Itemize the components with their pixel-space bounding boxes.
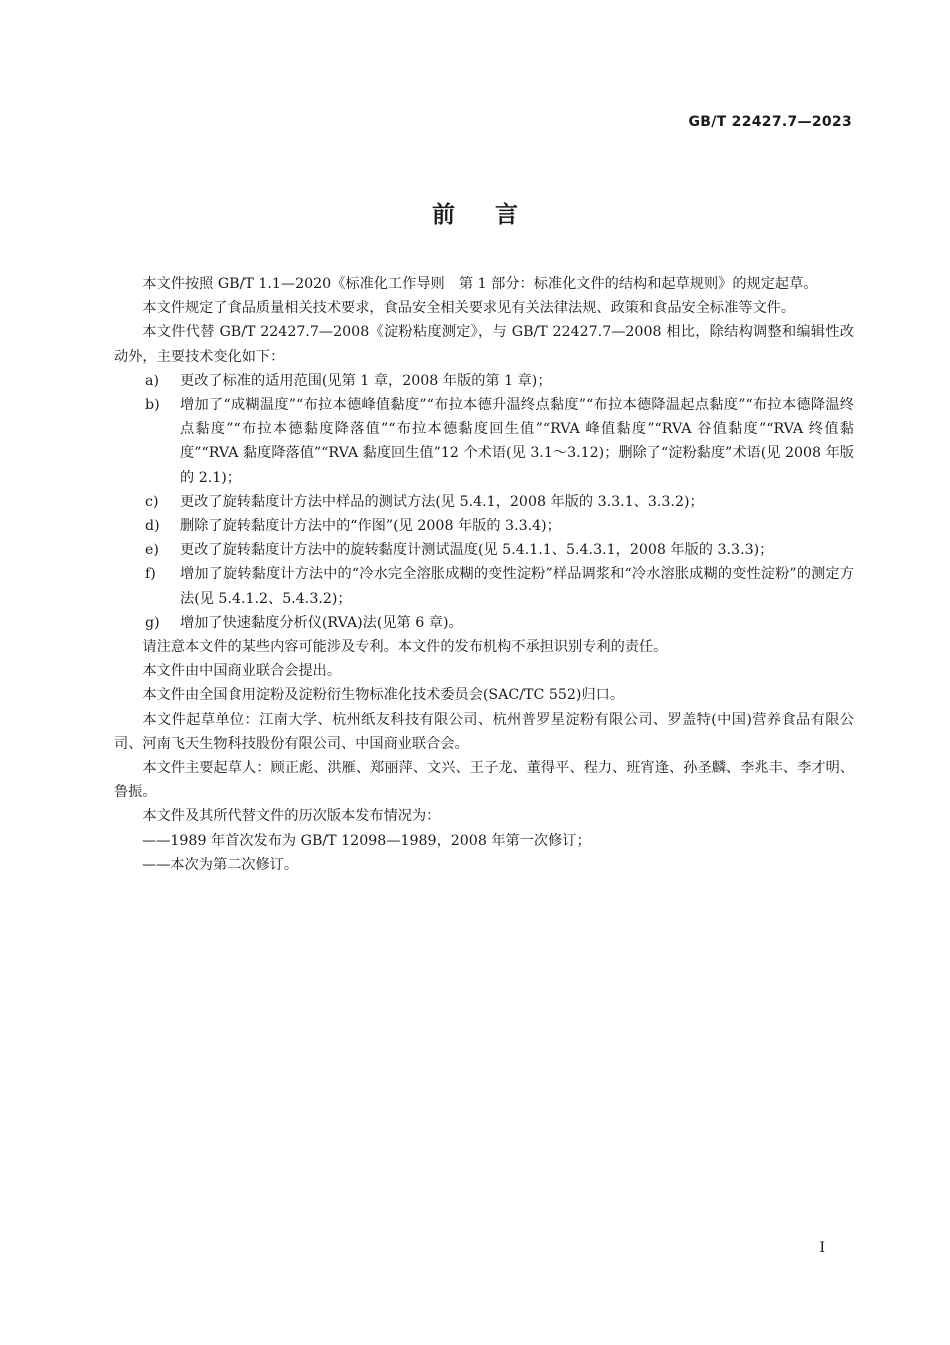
change-item-mark: d) — [145, 518, 160, 535]
change-item-c — [114, 490, 854, 514]
change-item-text: 更改了标准的适用范围(见第 1 章，2008 年版的第 1 章)； — [180, 372, 552, 389]
paragraph-patent-notice: 请注意本文件的某些内容可能涉及专利。本文件的发布机构不承担识别专利的责任。 — [142, 639, 668, 656]
change-item-g — [114, 611, 854, 635]
change-item-text: 增加了“成糊温度”“布拉本德峰值黏度”“布拉本德升温终点黏度”“布拉本德降温起点黏度”“布拉本德降温终点黏度”“布拉本德黏度降落值”“布拉本德黏度回生值”“RVA 峰值黏度”“RVA 谷值黏度”“RVA 终值黏度”“RVA 黏度降落值”“RVA 黏度回生值”12 个术语(见 3.1～3.12)；删除了“淀粉黏度”术语(见 2008 年版的 2.1)； — [180, 397, 854, 486]
paragraph-drafters: 本文件主要起草人：顾正彪、洪雁、郑丽萍、文兴、王子龙、董得平、程力、班宵逢、孙圣麟、李兆丰、李才明、鲁振。 — [114, 760, 854, 801]
change-item-mark: c) — [145, 493, 159, 510]
change-item-text: 更改了旋转黏度计方法中样品的测试方法(见 5.4.1，2008 年版的 3.3.1、3.3.2)； — [180, 493, 704, 510]
page-title: 前言 — [432, 202, 558, 228]
page-number: I — [819, 1240, 825, 1256]
history-item-second: ——本次为第二次修订。 — [142, 856, 299, 873]
change-item-e — [114, 538, 854, 562]
paragraph-drafting-units: 本文件起草单位：江南大学、杭州纸友科技有限公司、杭州普罗星淀粉有限公司、罗盖特(中国)营养食品有限公司、河南飞天生物科技股份有限公司、中国商业联合会。 — [114, 711, 854, 752]
paragraph-scope: 本文件规定了食品质量相关技术要求，食品安全相关要求见有关法律法规、政策和食品安全标准等文件。 — [142, 300, 796, 317]
change-item-mark: g) — [145, 614, 160, 631]
change-item-d — [114, 514, 854, 538]
change-item-b — [114, 393, 854, 490]
paragraph-drafting-rules: 本文件按照 GB/T 1.1—2020《标准化工作导则 第 1 部分：标准化文件的结构和起草规则》的规定起草。 — [142, 276, 818, 292]
paragraph-version-history: 本文件及其所代替文件的历次版本发布情况为： — [142, 808, 441, 825]
change-item-text: 更改了旋转黏度计方法中的旋转黏度计测试温度(见 5.4.1.1、5.4.3.1，2008 年版的 3.3.3)； — [180, 542, 774, 559]
change-item-mark: b) — [145, 397, 160, 414]
change-item-text: 增加了快速黏度分析仪(RVA)法(见第 6 章)。 — [180, 614, 463, 631]
change-item-text: 删除了旋转黏度计方法中的“作图”(见 2008 年版的 3.3.4)； — [180, 518, 561, 535]
change-item-text: 增加了旋转黏度计方法中的“冷水完全溶胀成糊的变性淀粉”样品调浆和“冷水溶胀成糊的变性淀粉”的测定方法(见 5.4.1.2、5.4.3.2)； — [180, 566, 854, 607]
history-item-first: ——1989 年首次发布为 GB/T 12098—1989，2008 年第一次修订； — [142, 832, 591, 849]
change-item-mark: f) — [145, 566, 156, 583]
standard-number: GB/T 22427.7—2023 — [688, 114, 852, 130]
change-item-f — [114, 562, 854, 610]
paragraph-replacement: 本文件代替 GB/T 22427.7—2008《淀粉粘度测定》，与 GB/T 22427.7—2008 相比，除结构调整和编辑性改动外，主要技术变化如下： — [114, 324, 854, 365]
change-item-mark: e) — [145, 542, 159, 559]
paragraph-technical-committee: 本文件由全国食用淀粉及淀粉衍生物标准化技术委员会(SAC/TC 552)归口。 — [142, 687, 625, 704]
foreword-body — [114, 272, 854, 877]
change-item-a — [114, 369, 854, 393]
paragraph-proposer: 本文件由中国商业联合会提出。 — [142, 663, 342, 680]
change-item-mark: a) — [145, 372, 159, 389]
